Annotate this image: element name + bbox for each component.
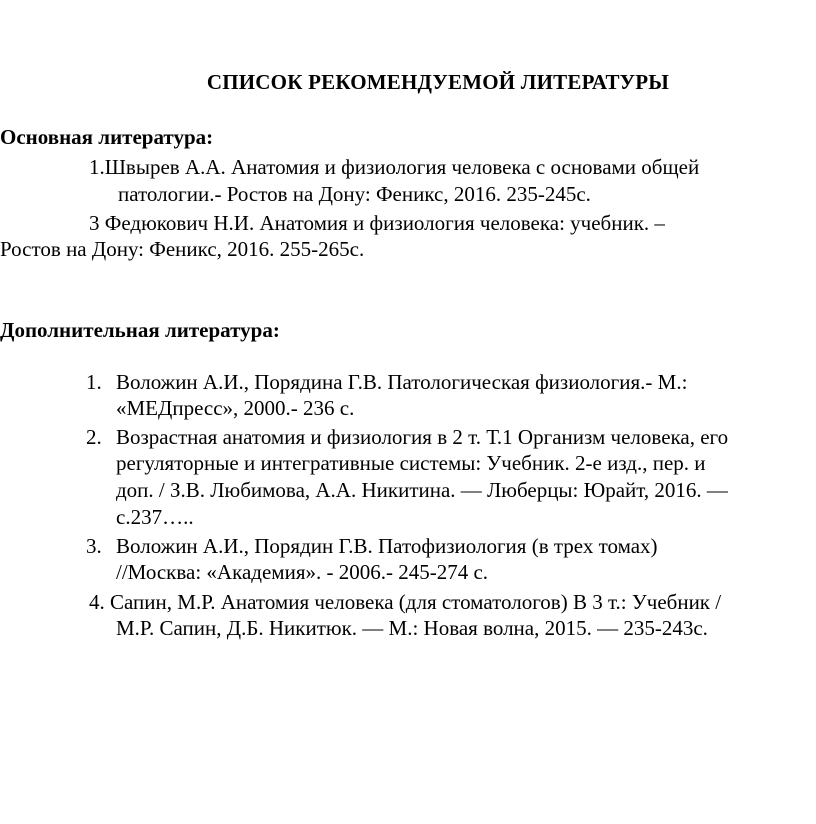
extra-item-2-line-2: регуляторные и интегративные системы: Учебник. 2-е изд., пер. и [116, 451, 706, 475]
extra-item-2-number: 2. [86, 425, 102, 449]
extra-item-3-line-1: Воложин А.И., Порядин Г.В. Патофизиология (в трех томах) [116, 534, 658, 558]
extra-item-3-line-2: //Москва: «Академия». - 2006.- 245-274 с. [116, 560, 489, 584]
extra-item-2-line-3: доп. / З.В. Любимова, А.А. Никитина. — Люберцы: Юрайт, 2016. — [116, 478, 728, 502]
main-item-2-line-1: 3 Федюкович Н.И. Анатомия и физиология человека: учебник. – [89, 211, 665, 235]
extra-item-4-line-1: 4. Сапин, М.Р. Анатомия человека (для стоматологов) В 3 т.: Учебник / [89, 590, 722, 614]
main-literature-heading: Основная литература: [0, 125, 214, 149]
extra-item-2-line-4: с.237….. [116, 505, 194, 529]
extra-item-1-line-1: Воложин А.И., Порядина Г.В. Патологическая физиология.- М.: [116, 370, 688, 394]
main-item-1-line-1: 1.Швырев А.А. Анатомия и физиология человека с основами общей [89, 155, 700, 179]
main-item-1-line-2: патологии.- Ростов на Дону: Феникс, 2016. 235-245с. [118, 182, 591, 206]
extra-item-1-line-2: «МЕДпресс», 2000.- 236 с. [116, 396, 355, 420]
extra-item-3-number: 3. [86, 534, 102, 558]
extra-item-2-line-1: Возрастная анатомия и физиология в 2 т. Т.1 Организм человека, его [116, 425, 729, 449]
extra-item-4-line-2: М.Р. Сапин, Д.Б. Никитюк. — М.: Новая волна, 2015. — 235-243с. [116, 616, 708, 640]
page-title: СПИСОК РЕКОМЕНДУЕМОЙ ЛИТЕРАТУРЫ [206, 70, 670, 94]
extra-literature-heading: Дополнительная литература: [0, 318, 280, 342]
extra-item-1-number: 1. [86, 370, 102, 394]
main-item-2-line-2: Ростов на Дону: Феникс, 2016. 255-265с. [0, 237, 365, 261]
